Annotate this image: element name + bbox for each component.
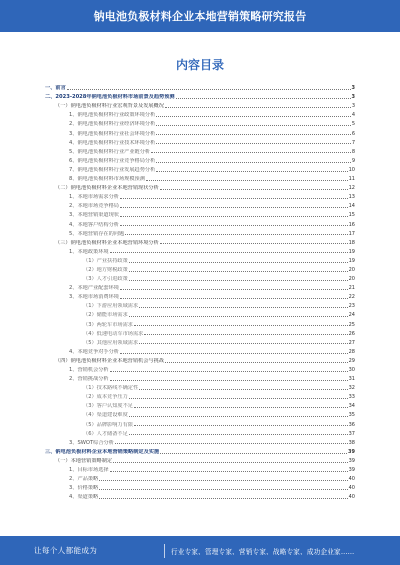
toc-page-number: 3 bbox=[351, 103, 355, 110]
toc-entry-text: 2、本地市场竞争格局 bbox=[69, 203, 119, 210]
toc-leader-dots bbox=[120, 353, 348, 354]
toc-page-number: 17 bbox=[348, 230, 355, 237]
toc-page-number: 20 bbox=[348, 266, 355, 273]
toc-leader-dots bbox=[99, 489, 347, 490]
table-of-contents bbox=[45, 82, 355, 500]
toc-entry-text: 3、本地营销渠道现状 bbox=[69, 212, 119, 219]
toc-leader-dots bbox=[156, 116, 351, 117]
toc-leader-dots bbox=[129, 434, 348, 435]
toc-entry[interactable] bbox=[45, 209, 355, 218]
toc-leader-dots bbox=[139, 343, 347, 344]
toc-leader-dots bbox=[113, 462, 348, 463]
toc-entry-text: 3、SWOT综合分析 bbox=[69, 439, 114, 446]
toc-page-number: 33 bbox=[348, 394, 355, 401]
toc-entry-text: 3、价格策略 bbox=[69, 485, 99, 492]
toc-leader-dots bbox=[120, 289, 348, 290]
toc-page-number: 39 bbox=[348, 457, 355, 464]
toc-entry-text: 1、本地政策环境 bbox=[69, 248, 109, 255]
toc-entry-text: （2）储能市场需求 bbox=[83, 312, 128, 319]
toc-entry-text: （1）下游应用领域需求 bbox=[83, 303, 139, 310]
toc-page-number: 7 bbox=[351, 139, 355, 146]
toc-entry-text: （一）本地营销策略制定 bbox=[55, 457, 113, 464]
toc-entry[interactable] bbox=[45, 382, 355, 391]
toc-entry-text: （3）人才引进政策 bbox=[83, 276, 128, 283]
toc-entry-text: 6、钠电池负极材料行业竞争格局分析 bbox=[69, 157, 156, 164]
toc-entry[interactable] bbox=[45, 200, 355, 209]
toc-page-number: 26 bbox=[348, 330, 355, 337]
toc-entry-text: 3、钠电池负极材料行业社会环境分析 bbox=[69, 130, 156, 137]
toc-entry[interactable] bbox=[45, 273, 355, 282]
toc-entry-text: （四）钠电池负极材料企业本地营销机会与挑战 bbox=[55, 357, 164, 364]
toc-entry[interactable] bbox=[45, 437, 355, 446]
toc-page-number: 40 bbox=[348, 494, 355, 501]
toc-entry[interactable] bbox=[45, 127, 355, 136]
toc-page-number: 19 bbox=[348, 248, 355, 255]
toc-leader-dots bbox=[110, 471, 348, 472]
toc-page-number: 18 bbox=[348, 239, 355, 246]
toc-entry[interactable] bbox=[45, 218, 355, 227]
toc-page-number: 23 bbox=[348, 303, 355, 310]
toc-page-number: 22 bbox=[348, 294, 355, 301]
toc-leader-dots bbox=[160, 189, 348, 190]
toc-entry-text: 7、钠电池负极材料行业发展趋势分析 bbox=[69, 166, 156, 173]
report-title: 钠电池负极材料企业本地营销策略研究报告 bbox=[93, 10, 307, 23]
toc-leader-dots bbox=[156, 171, 347, 172]
toc-heading: 内容目录 bbox=[175, 58, 224, 72]
toc-leader-dots bbox=[129, 316, 348, 317]
toc-entry-text: （1）技术路线不确定性 bbox=[83, 385, 139, 392]
toc-page-number: 35 bbox=[348, 412, 355, 419]
toc-entry-text: 2、营销挑战分析 bbox=[69, 376, 109, 383]
toc-entry[interactable] bbox=[45, 82, 355, 91]
toc-entry[interactable] bbox=[45, 246, 355, 255]
toc-page-number: 3 bbox=[351, 94, 355, 101]
toc-entry-text: （2）地方财税政策 bbox=[83, 266, 128, 273]
toc-entry-text: 5、钠电池负极材料行业产业链分析 bbox=[69, 148, 151, 155]
header-bar bbox=[0, 0, 400, 32]
toc-page-number: 39 bbox=[348, 467, 355, 474]
toc-entry[interactable] bbox=[45, 191, 355, 200]
toc-leader-dots bbox=[139, 307, 347, 308]
footer-tagline: 行业专家、管理专家、营销专家、战略专家、成功企业家…… bbox=[171, 547, 355, 556]
toc-page-number: 25 bbox=[348, 321, 355, 328]
toc-entry[interactable] bbox=[45, 109, 355, 118]
toc-page-number: 34 bbox=[348, 403, 355, 410]
toc-entry-text: 2、本地产业配套环境 bbox=[69, 285, 119, 292]
toc-leader-dots bbox=[176, 98, 351, 99]
toc-entry-text: 2、产品策略 bbox=[69, 476, 99, 483]
toc-entry[interactable] bbox=[45, 155, 355, 164]
toc-leader-dots bbox=[156, 143, 351, 144]
footer-bar bbox=[0, 536, 400, 565]
toc-page-number: 16 bbox=[348, 221, 355, 228]
toc-entry[interactable] bbox=[45, 300, 355, 309]
toc-page-number: 15 bbox=[348, 212, 355, 219]
toc-entry[interactable] bbox=[45, 118, 355, 127]
toc-page-number: 5 bbox=[351, 121, 355, 128]
toc-leader-dots bbox=[129, 262, 348, 263]
toc-page-number: 29 bbox=[348, 357, 355, 364]
toc-page-number: 30 bbox=[348, 367, 355, 373]
toc-entry-text: 4、钠电池负极材料行业技术环境分析 bbox=[69, 139, 156, 146]
toc-entry-text: （5）其他应用领域需求 bbox=[83, 339, 139, 346]
toc-entry[interactable] bbox=[45, 282, 355, 291]
footer-divider bbox=[164, 544, 165, 558]
toc-page-number: 4 bbox=[351, 112, 355, 119]
toc-entry[interactable] bbox=[45, 446, 355, 455]
toc-entry[interactable] bbox=[45, 173, 355, 182]
toc-entry[interactable] bbox=[45, 482, 355, 491]
toc-leader-dots bbox=[146, 180, 348, 181]
toc-entry[interactable] bbox=[45, 464, 355, 473]
toc-entry-text: 4、本地客户结构分析 bbox=[69, 221, 119, 228]
toc-leader-dots bbox=[110, 380, 348, 381]
toc-entry[interactable] bbox=[45, 309, 355, 318]
toc-leader-dots bbox=[165, 362, 348, 363]
toc-page-number: 3 bbox=[351, 85, 355, 92]
toc-entry-text: （一）钠电池负极材料行业宏观背景及发展概况 bbox=[55, 103, 164, 110]
toc-entry[interactable] bbox=[45, 373, 355, 382]
toc-page-number: 10 bbox=[348, 166, 355, 173]
toc-entry[interactable] bbox=[45, 137, 355, 146]
toc-page-number: 36 bbox=[348, 421, 355, 428]
toc-page-number: 31 bbox=[348, 376, 355, 383]
toc-entry-text: （4）低速电动车市场需求 bbox=[83, 330, 144, 337]
toc-entry[interactable] bbox=[45, 455, 355, 464]
toc-entry-text: 1、钠电池负极材料行业政策环境分析 bbox=[69, 112, 156, 119]
toc-leader-dots bbox=[156, 134, 351, 135]
toc-entry[interactable] bbox=[45, 164, 355, 173]
toc-entry[interactable] bbox=[45, 264, 355, 273]
toc-leader-dots bbox=[125, 234, 347, 235]
toc-entry[interactable] bbox=[45, 255, 355, 264]
toc-entry[interactable] bbox=[45, 400, 355, 409]
toc-page-number: 32 bbox=[348, 385, 355, 392]
toc-page-number: 21 bbox=[348, 285, 355, 292]
toc-page-number: 39 bbox=[348, 448, 355, 455]
toc-entry[interactable] bbox=[45, 237, 355, 246]
toc-entry[interactable] bbox=[45, 318, 355, 327]
toc-leader-dots bbox=[120, 207, 348, 208]
toc-entry[interactable] bbox=[45, 337, 355, 346]
toc-entry[interactable] bbox=[45, 473, 355, 482]
toc-leader-dots bbox=[99, 498, 347, 499]
toc-entry-text: 1、本地市场需求分析 bbox=[69, 194, 119, 201]
toc-page-number: 37 bbox=[348, 430, 355, 437]
toc-leader-dots bbox=[120, 198, 348, 199]
toc-page-number: 28 bbox=[348, 348, 355, 355]
toc-leader-dots bbox=[134, 325, 348, 326]
toc-leader-dots bbox=[129, 398, 348, 399]
toc-entry-text: 一、前言 bbox=[45, 85, 66, 92]
toc-entry-text: 二、2023-2028年钠电池负极材料市场前景及趋势预测 bbox=[45, 94, 175, 101]
toc-page-number: 13 bbox=[348, 194, 355, 201]
toc-entry-text: （5）品牌影响力有限 bbox=[83, 421, 133, 428]
toc-entry[interactable] bbox=[45, 355, 355, 364]
toc-leader-dots bbox=[110, 371, 348, 372]
toc-leader-dots bbox=[134, 425, 348, 426]
toc-entry-text: 3、本地市场消费环境 bbox=[69, 294, 119, 301]
toc-entry-text: （4）渠道建设难度 bbox=[83, 412, 128, 419]
toc-page-number: 38 bbox=[348, 439, 355, 446]
toc-leader-dots bbox=[110, 252, 348, 253]
toc-entry[interactable] bbox=[45, 146, 355, 155]
toc-entry[interactable] bbox=[45, 346, 355, 355]
toc-entry[interactable] bbox=[45, 491, 355, 500]
toc-entry-text: （二）钠电池负极材料企业本地营销现状分析 bbox=[55, 185, 159, 192]
toc-entry[interactable] bbox=[45, 328, 355, 337]
toc-page-number: 6 bbox=[351, 130, 355, 137]
toc-leader-dots bbox=[129, 416, 348, 417]
toc-leader-dots bbox=[144, 334, 347, 335]
toc-entry[interactable] bbox=[45, 364, 355, 373]
toc-entry-text: 1、目标市场选择 bbox=[69, 467, 109, 474]
toc-page-number: 11 bbox=[348, 176, 355, 183]
footer-slogan: 让每个人都能成为 bbox=[34, 546, 98, 555]
toc-entry-text: 8、钠电池负极材料市场规模预测 bbox=[69, 176, 145, 183]
toc-entry-text: 1、营销机会分析 bbox=[69, 367, 109, 373]
toc-entry[interactable] bbox=[45, 428, 355, 437]
toc-entry-text: （1）产业扶持政策 bbox=[83, 257, 128, 264]
toc-page-number: 40 bbox=[348, 485, 355, 492]
toc-entry-text: 5、本地营销存在的问题 bbox=[69, 230, 125, 237]
toc-page-number: 40 bbox=[348, 476, 355, 483]
toc-leader-dots bbox=[67, 89, 351, 90]
toc-entry[interactable] bbox=[45, 228, 355, 237]
toc-leader-dots bbox=[165, 107, 351, 108]
toc-entry[interactable] bbox=[45, 291, 355, 300]
toc-entry[interactable] bbox=[45, 409, 355, 418]
toc-leader-dots bbox=[129, 280, 348, 281]
toc-entry-text: （3）客户认知度不足 bbox=[83, 403, 133, 410]
toc-leader-dots bbox=[156, 125, 351, 126]
toc-leader-dots bbox=[120, 225, 348, 226]
toc-leader-dots bbox=[160, 243, 348, 244]
toc-leader-dots bbox=[160, 453, 347, 454]
toc-leader-dots bbox=[151, 152, 351, 153]
toc-entry-text: 4、本地竞争对手分析 bbox=[69, 348, 119, 355]
toc-page-number: 19 bbox=[348, 257, 355, 264]
toc-leader-dots bbox=[129, 271, 348, 272]
toc-page-number: 20 bbox=[348, 276, 355, 283]
toc-leader-dots bbox=[115, 443, 348, 444]
toc-entry[interactable] bbox=[45, 182, 355, 191]
toc-entry[interactable] bbox=[45, 391, 355, 400]
toc-entry-text: 4、渠道策略 bbox=[69, 494, 99, 501]
toc-entry-text: 三、钠电池负极材料企业本地营销策略制定及实施 bbox=[45, 448, 160, 455]
toc-leader-dots bbox=[139, 389, 347, 390]
toc-page-number: 27 bbox=[348, 339, 355, 346]
toc-leader-dots bbox=[156, 162, 351, 163]
toc-entry[interactable] bbox=[45, 91, 355, 100]
toc-entry-text: （三）钠电池负极材料企业本地营销环境分析 bbox=[55, 239, 159, 246]
toc-page-number: 8 bbox=[351, 148, 355, 155]
toc-page-number: 9 bbox=[351, 157, 355, 164]
toc-page-number: 14 bbox=[348, 203, 355, 210]
toc-entry-text: 2、钠电池负极材料行业经济环境分析 bbox=[69, 121, 156, 128]
toc-entry[interactable] bbox=[45, 418, 355, 427]
toc-entry[interactable] bbox=[45, 100, 355, 109]
toc-leader-dots bbox=[120, 298, 348, 299]
toc-page-number: 12 bbox=[348, 185, 355, 192]
toc-leader-dots bbox=[120, 216, 348, 217]
toc-leader-dots bbox=[99, 480, 347, 481]
toc-leader-dots bbox=[134, 407, 348, 408]
toc-entry-text: （3）两轮车市场需求 bbox=[83, 321, 133, 328]
toc-page-number: 24 bbox=[348, 312, 355, 319]
toc-entry-text: （2）成本竞争压力 bbox=[83, 394, 128, 401]
toc-entry-text: （6）人才储备不足 bbox=[83, 430, 128, 437]
